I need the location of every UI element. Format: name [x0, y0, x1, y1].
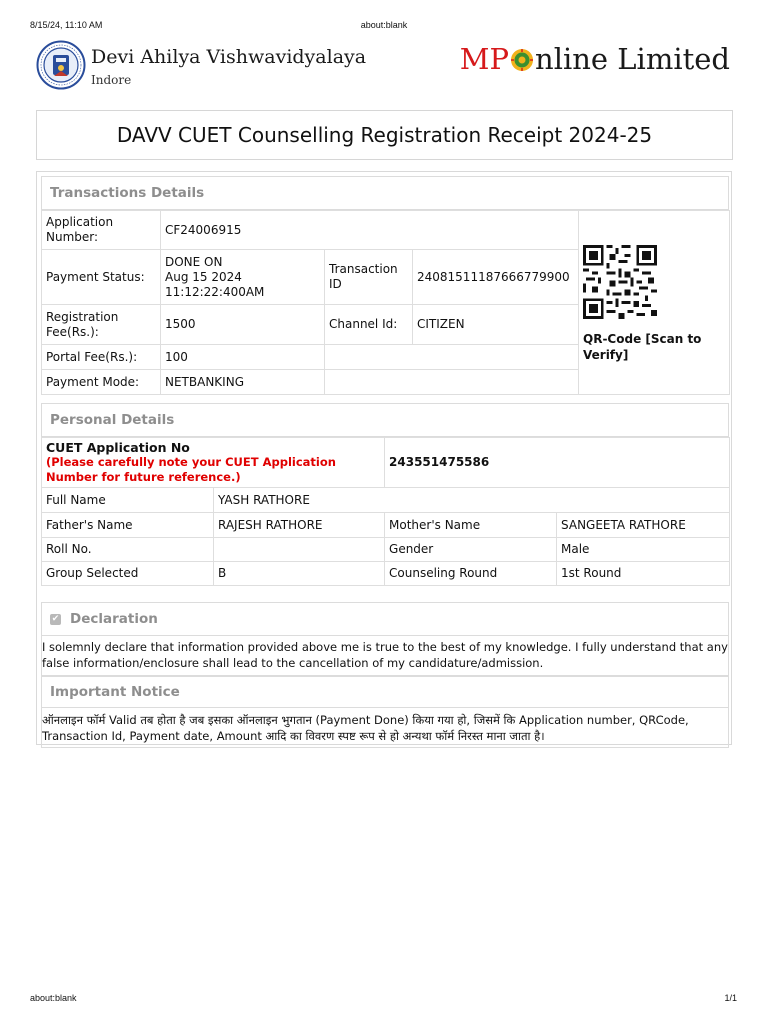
roll-no-label: Roll No.	[42, 538, 214, 562]
portal-fee-label: Portal Fee(Rs.):	[42, 345, 161, 370]
page-number: 1/1	[724, 993, 737, 1003]
qr-caption: QR-Code [Scan to Verify]	[583, 332, 702, 362]
logo-row	[36, 36, 732, 96]
notice-text: ऑनलाइन फॉर्म Valid तब होता है जब इसका ऑनलाइन भुगतान (Payment Done) किया गया हो, जिसमें कि Application number, QRCode, Transaction Id, Payment date, Amount आदि का विवरण स्पष्ट रूप से हो अन्यथा फॉर्म निरस्त माना जाता है।	[41, 708, 729, 748]
personal-heading: Personal Details	[41, 403, 729, 437]
payment-date: Aug 15 2024	[165, 269, 242, 284]
qr-cell	[579, 211, 730, 395]
mother-name-label: Mother's Name	[385, 513, 557, 538]
cuet-label-cell	[42, 438, 385, 488]
gender-label: Gender	[385, 538, 557, 562]
channel-id-label: Channel Id:	[325, 305, 413, 345]
table-row	[42, 211, 730, 250]
payment-mode-label: Payment Mode:	[42, 370, 161, 395]
full-name-value: YASH RATHORE	[214, 488, 730, 513]
transactions-table	[41, 210, 730, 395]
table-row	[42, 438, 730, 488]
notice-heading: Important Notice	[41, 676, 729, 708]
empty-cell	[325, 345, 579, 370]
cuet-number: 243551475586	[385, 438, 730, 488]
receipt-title: DAVV CUET Counselling Registration Receipt 2024-25	[36, 110, 733, 160]
mponline-emblem-icon	[510, 48, 534, 72]
qr-code-icon	[583, 245, 657, 319]
table-row	[42, 538, 730, 562]
payment-status-line: DONE ON	[165, 254, 223, 269]
payment-time: 11:12:22:400AM	[165, 284, 265, 299]
declaration-checkbox[interactable]: ✔	[51, 613, 60, 624]
payment-mode-value: NETBANKING	[161, 370, 325, 395]
transaction-id-value: 24081511187666779900	[413, 250, 579, 305]
table-row	[42, 562, 730, 586]
round-label: Counseling Round	[385, 562, 557, 586]
application-number-value: CF24006915	[161, 211, 579, 250]
declaration-heading	[41, 602, 729, 636]
mother-name-value: SANGEETA RATHORE	[557, 513, 730, 538]
payment-status-label: Payment Status:	[42, 250, 161, 305]
cuet-label: CUET Application No	[46, 440, 190, 455]
print-footer-url: about:blank	[30, 993, 77, 1003]
university-name: Devi Ahilya Vishwavidyalaya	[91, 46, 367, 68]
table-row	[42, 488, 730, 513]
roll-no-value	[214, 538, 385, 562]
university-seal-icon	[36, 40, 86, 90]
registration-fee-label: Registration Fee(Rs.):	[42, 305, 161, 345]
registration-fee-value: 1500	[161, 305, 325, 345]
table-row	[42, 513, 730, 538]
full-name-label: Full Name	[42, 488, 214, 513]
empty-cell	[325, 370, 579, 395]
mponline-logo-mp: MP	[459, 42, 510, 76]
transaction-id-label: Transaction ID	[325, 250, 413, 305]
father-name-value: RAJESH RATHORE	[214, 513, 385, 538]
mponline-logo-rest: nline Limited	[535, 42, 730, 76]
payment-status-value	[161, 250, 325, 305]
portal-fee-value: 100	[161, 345, 325, 370]
cuet-note: (Please carefully note your CUET Application Number for future reference.)	[46, 455, 336, 484]
print-url: about:blank	[360, 20, 408, 30]
print-datetime: 8/15/24, 11:10 AM	[30, 20, 103, 30]
personal-table	[41, 437, 730, 586]
round-value: 1st Round	[557, 562, 730, 586]
transactions-heading: Transactions Details	[41, 176, 729, 210]
receipt-body	[36, 171, 732, 745]
father-name-label: Father's Name	[42, 513, 214, 538]
group-value: B	[214, 562, 385, 586]
channel-id-value: CITIZEN	[413, 305, 579, 345]
group-label: Group Selected	[42, 562, 214, 586]
declaration-heading-text: Declaration	[70, 611, 158, 627]
university-city: Indore	[91, 73, 132, 87]
application-number-label: Application Number:	[42, 211, 161, 250]
mponline-logo	[460, 42, 730, 76]
gender-value: Male	[557, 538, 730, 562]
declaration-text: I solemnly declare that information provided above me is true to the best of my knowledge. I fully understand that any false information/enclosure shall lead to the cancellation of my candidature/admission.	[41, 636, 729, 676]
